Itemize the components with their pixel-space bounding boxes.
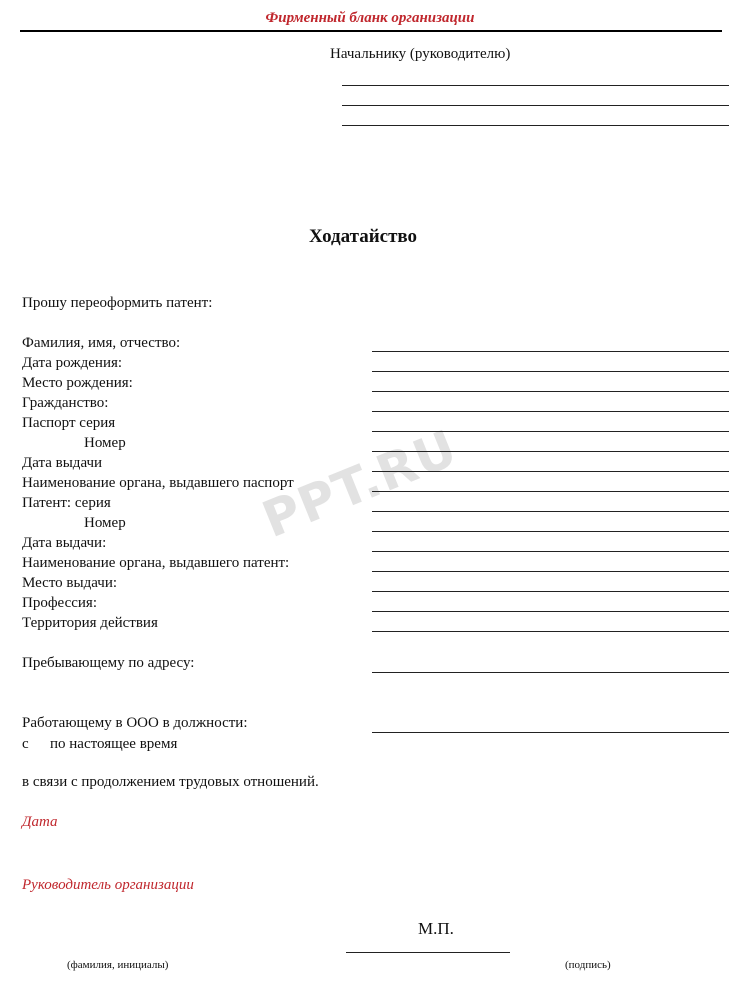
field-line-patent-series[interactable] — [372, 511, 729, 512]
field-label-issue-place: Место выдачи: — [22, 575, 118, 591]
addressee-line-3[interactable] — [342, 125, 729, 126]
field-label-birth-date: Дата рождения: — [22, 355, 123, 371]
signature-line[interactable] — [346, 952, 510, 953]
position-label: Работающему в ООО в должности: — [22, 715, 248, 731]
field-line-passport-number[interactable] — [372, 451, 729, 452]
head-label: Руководитель организации — [22, 877, 194, 893]
field-line-patent-number[interactable] — [372, 531, 729, 532]
name-caption: (фамилия, инициалы) — [67, 959, 169, 971]
field-label-citizenship: Гражданство: — [22, 395, 109, 411]
field-line-patent-issue-date[interactable] — [372, 551, 729, 552]
intro-text: Прошу переоформить патент: — [22, 295, 213, 311]
field-line-passport-series[interactable] — [372, 431, 729, 432]
watermark: PPT.RU — [254, 418, 466, 550]
field-label-birth-place: Место рождения: — [22, 375, 133, 391]
field-label-fio: Фамилия, имя, отчество: — [22, 335, 181, 351]
field-line-fio[interactable] — [372, 351, 729, 352]
field-line-profession[interactable] — [372, 611, 729, 612]
field-line-birth-place[interactable] — [372, 391, 729, 392]
field-label-passport-authority: Наименование органа, выдавшего паспорт — [22, 475, 294, 491]
field-line-passport-authority[interactable] — [372, 491, 729, 492]
field-line-passport-issue-date[interactable] — [372, 471, 729, 472]
field-label-passport-series: Паспорт серия — [22, 415, 116, 431]
address-line[interactable] — [372, 672, 729, 673]
reason-text: в связи с продолжением трудовых отношений. — [22, 774, 319, 790]
addressee-line-2[interactable] — [342, 105, 729, 106]
field-label-passport-issue-date: Дата выдачи — [22, 455, 103, 471]
position-line[interactable] — [372, 732, 729, 733]
field-line-citizenship[interactable] — [372, 411, 729, 412]
document-title: Ходатайство — [308, 226, 418, 247]
field-line-issue-place[interactable] — [372, 591, 729, 592]
field-label-patent-authority: Наименование органа, выдавшего патент: — [22, 555, 290, 571]
header-rule — [20, 30, 722, 32]
field-label-patent-number: Номер — [84, 515, 126, 531]
field-label-territory: Территория действия — [22, 615, 158, 631]
date-label: Дата — [22, 814, 58, 830]
field-label-profession: Профессия: — [22, 595, 97, 611]
field-line-patent-authority[interactable] — [372, 571, 729, 572]
stamp-label: М.П. — [418, 919, 454, 938]
field-line-territory[interactable] — [372, 631, 729, 632]
field-label-patent-series: Патент: серия — [22, 495, 111, 511]
addressee-line-1[interactable] — [342, 85, 729, 86]
addressee-label: Начальнику (руководителю) — [330, 46, 511, 62]
signature-caption: (подпись) — [565, 959, 611, 971]
since-prefix: с — [22, 736, 29, 752]
address-label: Пребывающему по адресу: — [22, 655, 195, 671]
since-suffix: по настоящее время — [50, 736, 178, 752]
field-label-patent-issue-date: Дата выдачи: — [22, 535, 107, 551]
field-label-passport-number: Номер — [84, 435, 126, 451]
letterhead-title: Фирменный бланк организации — [265, 10, 475, 26]
field-line-birth-date[interactable] — [372, 371, 729, 372]
